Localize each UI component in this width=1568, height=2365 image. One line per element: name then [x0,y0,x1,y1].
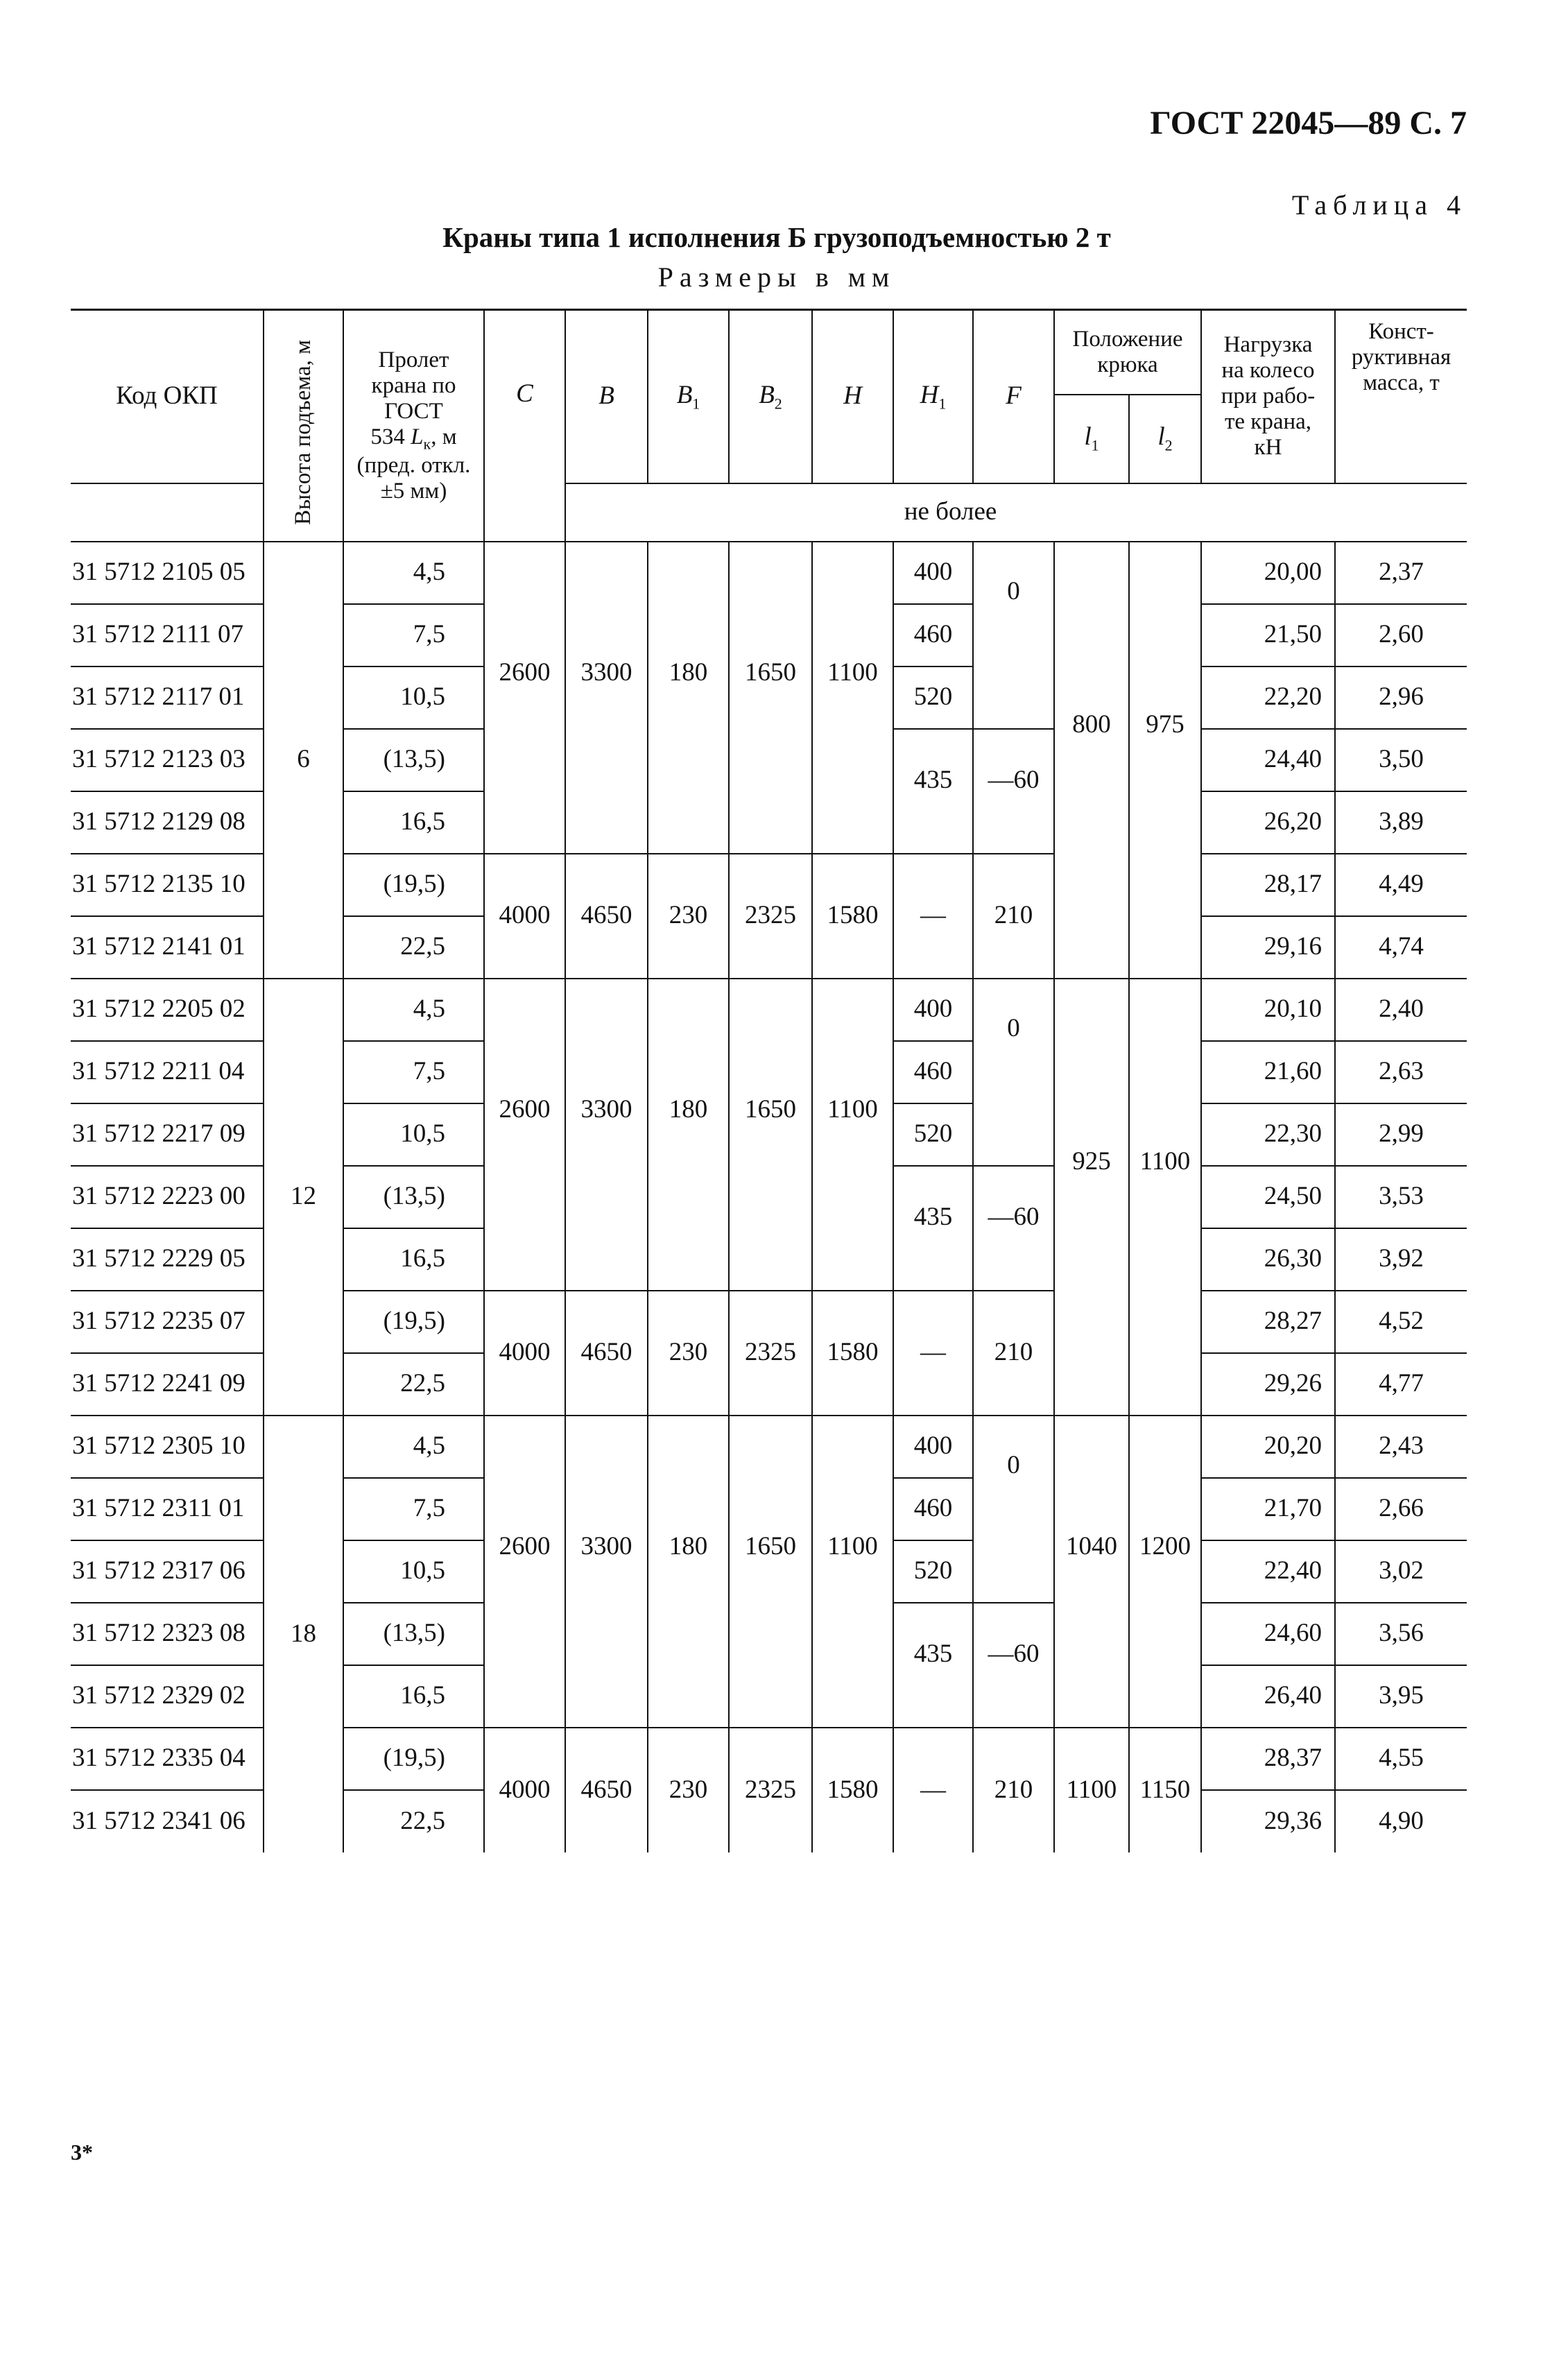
wheel-load: 29,26 [1201,1353,1335,1416]
structural-mass: 3,50 [1335,729,1467,791]
dim-f: —60 [973,1603,1054,1728]
dim-h: 1100 [812,542,893,854]
structural-mass: 4,90 [1335,1790,1467,1852]
okp-code: 31 5712 2323 08 [71,1603,264,1665]
wheel-load: 21,50 [1201,604,1335,666]
dim-h1: 460 [893,604,973,666]
span-value: 22,5 [343,1353,484,1416]
span-value: 10,5 [343,1103,484,1166]
wheel-load: 29,36 [1201,1790,1335,1852]
table-row [71,979,1467,1041]
dim-b: 3300 [565,542,648,854]
document-reference: ГОСТ 22045—89 С. 7 [1150,105,1467,141]
dim-h1: 400 [893,542,973,604]
hook-l1: 800 [1054,542,1129,979]
okp-code: 31 5712 2341 06 [71,1790,264,1852]
col-span-label: Пролет крана по ГОСТ 534 $L_к$, м (пред. откл. ±5 мм) [356,347,471,504]
span-value: 22,5 [343,1790,484,1852]
structural-mass: 2,43 [1335,1416,1467,1478]
col-wheel-load: Нагрузка на колесо при рабо- те крана, кН [1201,310,1335,483]
dim-h: 1100 [812,979,893,1291]
dim-h1: — [893,1728,973,1852]
okp-code: 31 5712 2111 07 [71,604,264,666]
col-span [343,310,484,542]
dim-b2: 2325 [729,1291,812,1416]
span-value: 16,5 [343,1665,484,1728]
okp-code: 31 5712 2129 08 [71,791,264,854]
col-b: B [565,310,648,483]
col-c: C [484,310,565,542]
wheel-load: 24,50 [1201,1166,1335,1228]
wheel-load: 26,20 [1201,791,1335,854]
span-value: 7,5 [343,604,484,666]
structural-mass: 3,56 [1335,1603,1467,1665]
dim-h1: 400 [893,979,973,1041]
dim-b: 4650 [565,1728,648,1852]
wheel-load: 28,27 [1201,1291,1335,1353]
dim-h: 1580 [812,854,893,979]
span-value: 7,5 [343,1041,484,1103]
col-b1: $B_1$ [648,310,729,483]
okp-code: 31 5712 2241 09 [71,1353,264,1416]
structural-mass: 2,96 [1335,666,1467,729]
table-row [71,1416,1467,1478]
col-f: F [973,310,1054,483]
dim-b1: 230 [648,1291,729,1416]
span-value: 10,5 [343,666,484,729]
hook-l2: 975 [1129,542,1201,979]
span-value: 22,5 [343,916,484,979]
structural-mass: 3,89 [1335,791,1467,854]
col-okp: Код ОКП [71,310,264,483]
wheel-load: 21,60 [1201,1041,1335,1103]
okp-code: 31 5712 2117 01 [71,666,264,729]
col-l1: $l_1$ [1054,395,1129,483]
dim-f: 210 [973,1728,1054,1852]
dim-b: 4650 [565,1291,648,1416]
span-value: 4,5 [343,1416,484,1478]
span-value: (19,5) [343,1291,484,1353]
dim-c: 4000 [484,1291,565,1416]
dim-h1: 435 [893,1603,973,1728]
dim-h1: 520 [893,666,973,729]
page-mark: 3* [71,2140,93,2165]
structural-mass: 2,37 [1335,542,1467,604]
span-value: 16,5 [343,1228,484,1291]
dim-h1: 520 [893,1540,973,1603]
okp-code: 31 5712 2235 07 [71,1291,264,1353]
table-row [71,542,1467,604]
wheel-load: 20,00 [1201,542,1335,604]
not-more-label: не более [565,483,1335,542]
structural-mass: 4,49 [1335,854,1467,916]
dim-f: 0 [973,542,1054,729]
okp-code: 31 5712 2105 05 [71,542,264,604]
dim-f: 210 [973,854,1054,979]
okp-code: 31 5712 2211 04 [71,1041,264,1103]
okp-code: 31 5712 2317 06 [71,1540,264,1603]
lift-height: 6 [264,542,343,979]
okp-code: 31 5712 2305 10 [71,1416,264,1478]
dim-f: —60 [973,729,1054,854]
structural-mass: 2,60 [1335,604,1467,666]
col-h: H [812,310,893,483]
dim-h: 1580 [812,1291,893,1416]
wheel-load: 28,17 [1201,854,1335,916]
structural-mass: 4,55 [1335,1728,1467,1790]
dim-h1: 435 [893,1166,973,1291]
okp-code: 31 5712 2217 09 [71,1103,264,1166]
wheel-load: 22,20 [1201,666,1335,729]
dim-h1: 460 [893,1478,973,1540]
structural-mass: 2,66 [1335,1478,1467,1540]
col-mass: Конст- руктивная масса, т [1335,310,1467,483]
dim-f: —60 [973,1166,1054,1291]
span-value: 16,5 [343,791,484,854]
dim-b2: 1650 [729,1416,812,1728]
wheel-load: 24,60 [1201,1603,1335,1665]
col-height-label: Высота подъема, м [291,339,316,525]
dim-h1: 460 [893,1041,973,1103]
wheel-load: 22,40 [1201,1540,1335,1603]
dim-h1: 520 [893,1103,973,1166]
span-value: (13,5) [343,1166,484,1228]
okp-code: 31 5712 2223 00 [71,1166,264,1228]
wheel-load: 28,37 [1201,1728,1335,1790]
structural-mass: 3,53 [1335,1166,1467,1228]
col-l2: $l_2$ [1129,395,1201,483]
wheel-load: 29,16 [1201,916,1335,979]
span-value: (19,5) [343,854,484,916]
span-value: 4,5 [343,542,484,604]
dim-f: 0 [973,1416,1054,1603]
dim-c: 2600 [484,542,565,854]
table-number: Таблица 4 [1291,189,1467,221]
wheel-load: 20,10 [1201,979,1335,1041]
structural-mass: 2,99 [1335,1103,1467,1166]
dim-f: 210 [973,1291,1054,1416]
crane-dimensions-table [71,309,1467,1852]
wheel-load: 26,30 [1201,1228,1335,1291]
okp-code: 31 5712 2311 01 [71,1478,264,1540]
dim-f: 0 [973,979,1054,1166]
dim-b: 3300 [565,1416,648,1728]
structural-mass: 3,02 [1335,1540,1467,1603]
span-value: 10,5 [343,1540,484,1603]
okp-code: 31 5712 2141 01 [71,916,264,979]
okp-code: 31 5712 2329 02 [71,1665,264,1728]
dim-h: 1580 [812,1728,893,1852]
hook-l1: 1040 [1054,1416,1129,1728]
dim-b1: 180 [648,542,729,854]
col-hook-position: Положение крюка [1054,310,1201,395]
dim-h: 1100 [812,1416,893,1728]
table-title: Краны типа 1 исполнения Б грузоподъемностью 2 т [442,221,1111,253]
dim-b1: 180 [648,1416,729,1728]
structural-mass: 4,77 [1335,1353,1467,1416]
dim-b1: 180 [648,979,729,1291]
not-more-spacer [1335,483,1467,542]
okp-code: 31 5712 2135 10 [71,854,264,916]
lift-height: 12 [264,979,343,1416]
col-okp-spacer [71,483,264,542]
units-caption: Размеры в мм [657,261,896,293]
lift-height: 18 [264,1416,343,1852]
wheel-load: 20,20 [1201,1416,1335,1478]
span-value: (19,5) [343,1728,484,1790]
span-value: 7,5 [343,1478,484,1540]
col-b2: $B_2$ [729,310,812,483]
okp-code: 31 5712 2123 03 [71,729,264,791]
okp-code: 31 5712 2229 05 [71,1228,264,1291]
dim-b2: 1650 [729,979,812,1291]
span-value: (13,5) [343,1603,484,1665]
dim-b2: 2325 [729,1728,812,1852]
dim-b1: 230 [648,1728,729,1852]
dim-h1: — [893,854,973,979]
dim-c: 4000 [484,1728,565,1852]
dim-b: 4650 [565,854,648,979]
dim-c: 2600 [484,1416,565,1728]
dim-b: 3300 [565,979,648,1291]
span-value: (13,5) [343,729,484,791]
hook-l1: 925 [1054,979,1129,1416]
dim-c: 2600 [484,979,565,1291]
col-height [264,310,343,542]
dim-h1: 435 [893,729,973,854]
structural-mass: 2,63 [1335,1041,1467,1103]
dim-b1: 230 [648,854,729,979]
dim-h1: 400 [893,1416,973,1478]
col-h1: $H_1$ [893,310,973,483]
hook-l2: 1100 [1129,979,1201,1416]
structural-mass: 4,52 [1335,1291,1467,1353]
wheel-load: 22,30 [1201,1103,1335,1166]
dim-c: 4000 [484,854,565,979]
okp-code: 31 5712 2205 02 [71,979,264,1041]
hook-l2: 1200 [1129,1416,1201,1728]
structural-mass: 3,92 [1335,1228,1467,1291]
structural-mass: 3,95 [1335,1665,1467,1728]
dim-h1: — [893,1291,973,1416]
dim-b2: 2325 [729,854,812,979]
hook-l2: 1150 [1129,1728,1201,1852]
wheel-load: 21,70 [1201,1478,1335,1540]
hook-l1: 1100 [1054,1728,1129,1852]
structural-mass: 4,74 [1335,916,1467,979]
okp-code: 31 5712 2335 04 [71,1728,264,1790]
span-value: 4,5 [343,979,484,1041]
dim-b2: 1650 [729,542,812,854]
wheel-load: 26,40 [1201,1665,1335,1728]
structural-mass: 2,40 [1335,979,1467,1041]
wheel-load: 24,40 [1201,729,1335,791]
